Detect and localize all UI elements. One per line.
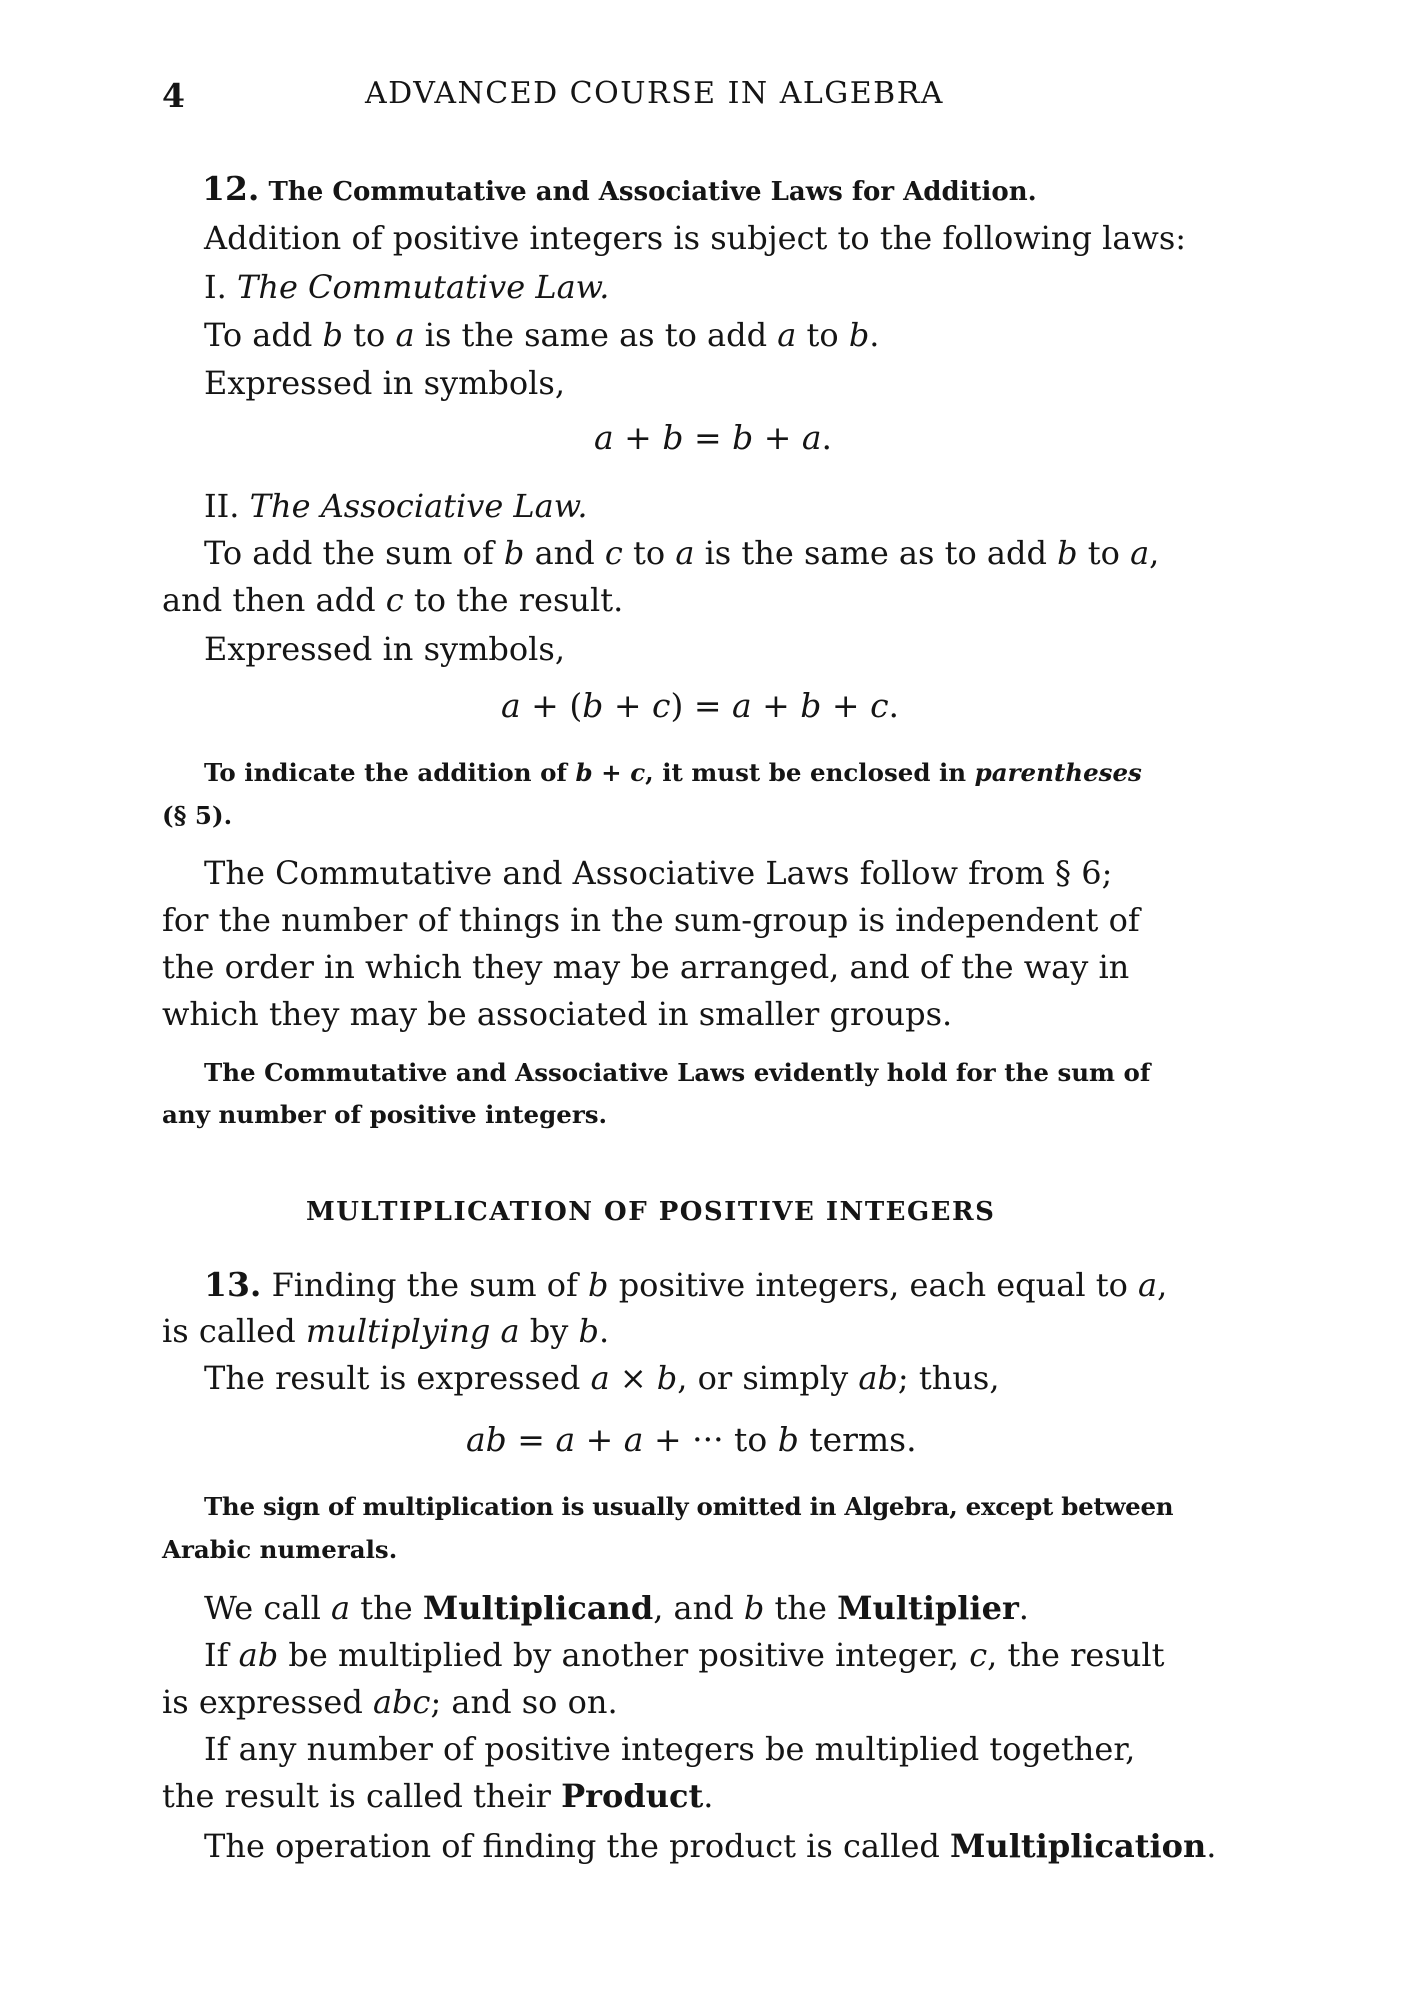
section-13-line-5: If ab be multiplied by another positive integer, c, the result	[204, 1636, 1165, 1674]
section-title: The Commutative and Associative Laws for Addition.	[268, 177, 1037, 207]
law-1-text: To add b to a is the same as to add a to b.	[204, 316, 880, 354]
law-2-text-line-2: and then add c to the result.	[162, 581, 624, 619]
intro-line: Addition of positive integers is subject to the following laws:	[204, 219, 1187, 257]
section-13-line-4: We call a the Multiplicand, and b the Multiplier.	[204, 1589, 1029, 1627]
page-number: 4	[162, 76, 185, 115]
section-13-line-9: The operation of finding the product is called Multiplication.	[204, 1827, 1217, 1865]
law-name: The Commutative Law.	[236, 268, 610, 306]
note-parentheses-line-2: (§ 5).	[162, 801, 233, 830]
term-multiplication: Multiplication	[950, 1827, 1207, 1865]
note-parentheses-line-1: To indicate the addition of b + c, it must be enclosed in parentheses	[204, 758, 1142, 787]
section-13-line-3: The result is expressed a × b, or simply ab; thus,	[204, 1359, 1000, 1397]
note-sign-line-1: The sign of multiplication is usually omitted in Algebra, except between	[204, 1492, 1174, 1521]
term-multiplier: Multiplier	[837, 1589, 1019, 1627]
note-sign-line-2: Arabic numerals.	[162, 1535, 398, 1564]
section-13-line-1: 13. Finding the sum of b positive integers, each equal to a,	[204, 1265, 1168, 1304]
multiplication-formula: ab = a + a + ··· to b terms.	[466, 1420, 917, 1459]
term-product: Product	[561, 1777, 704, 1815]
commutative-formula: a + b = b + a.	[594, 418, 833, 457]
law-number: I.	[204, 268, 227, 306]
law-1-label	[204, 268, 609, 306]
section-13-line-7: If any number of positive integers be multiplied together,	[204, 1730, 1136, 1768]
note-laws-line-1: The Commutative and Associative Laws evidently hold for the sum of	[204, 1058, 1151, 1087]
running-title: ADVANCED COURSE IN ALGEBRA	[365, 76, 944, 111]
section-number: 13.	[204, 1265, 262, 1304]
paragraph-line-2: for the number of things in the sum-group is independent of	[162, 901, 1140, 939]
paragraph-line-4: which they may be associated in smaller groups.	[162, 995, 953, 1033]
associative-formula: a + (b + c) = a + b + c.	[501, 686, 900, 725]
expressed-in-symbols-2: Expressed in symbols,	[204, 630, 565, 668]
section-12-heading	[202, 169, 1037, 208]
paragraph-line-3: the order in which they may be arranged, and of the way in	[162, 948, 1130, 986]
section-13-line-2: is called multiplying a by b.	[162, 1312, 610, 1350]
term-multiplicand: Multiplicand	[422, 1589, 654, 1627]
law-2-label	[204, 487, 588, 525]
law-2-text-line-1: To add the sum of b and c to a is the same as to add b to a,	[204, 534, 1160, 572]
paragraph-line-1: The Commutative and Associative Laws follow from § 6;	[204, 854, 1113, 892]
section-13-line-6: is expressed abc; and so on.	[162, 1683, 618, 1721]
multiplication-heading: MULTIPLICATION OF POSITIVE INTEGERS	[306, 1197, 996, 1227]
section-number: 12.	[202, 169, 260, 208]
note-laws-line-2: any number of positive integers.	[162, 1100, 608, 1129]
expressed-in-symbols-1: Expressed in symbols,	[204, 364, 565, 402]
running-header	[0, 76, 1404, 116]
law-number: II.	[204, 487, 240, 525]
section-13-line-8: the result is called their Product.	[162, 1777, 714, 1815]
law-name: The Associative Law.	[249, 487, 588, 525]
